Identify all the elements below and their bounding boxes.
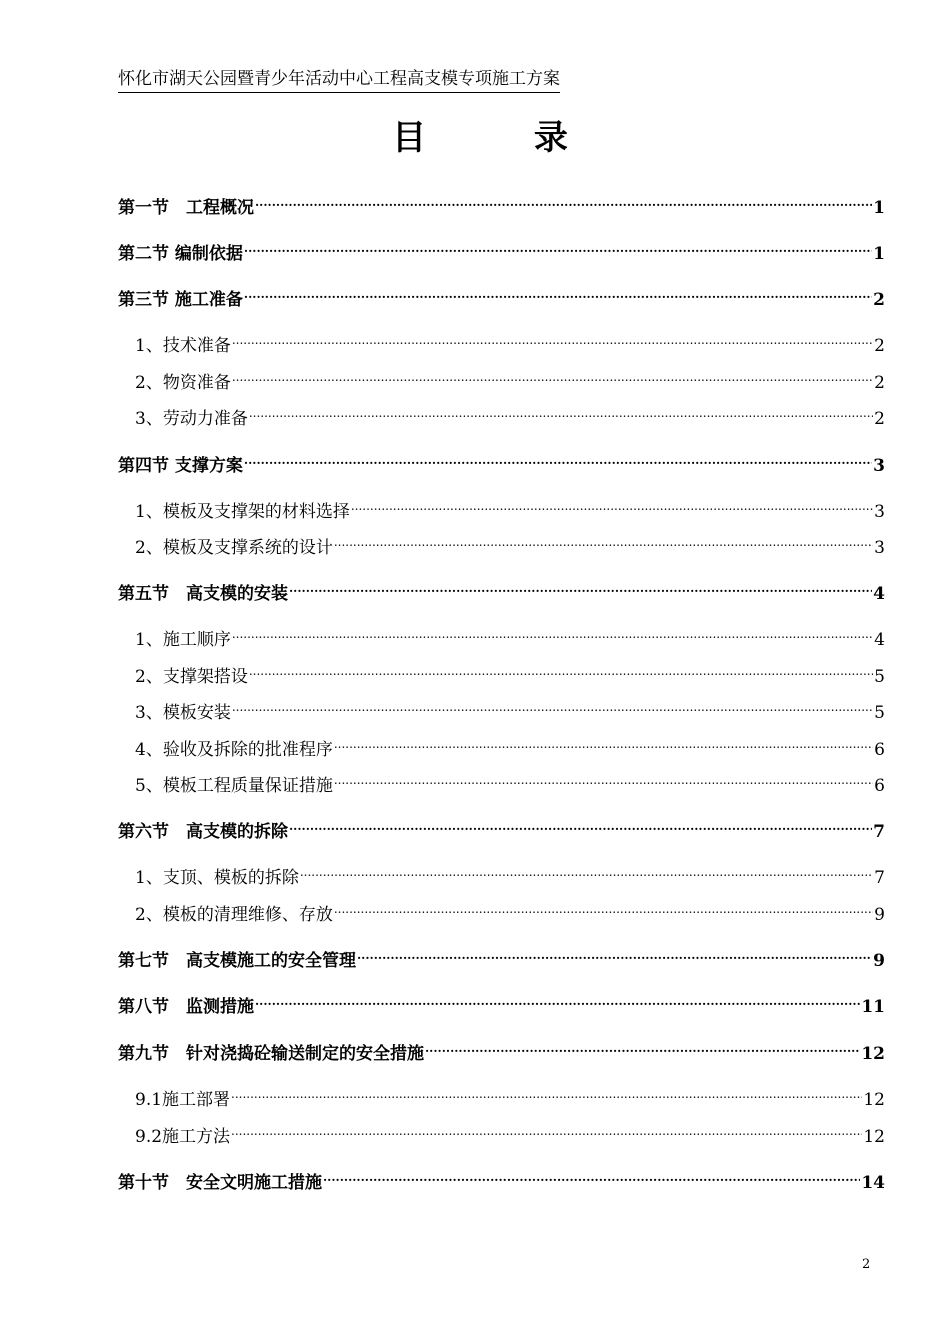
toc-entry-label: 2、支撑架搭设 [135, 667, 248, 687]
toc-entry-label: 第五节 高支模的安装 [118, 584, 288, 604]
toc-entry-page: 9 [873, 951, 885, 971]
toc-entry-page: 12 [861, 1044, 885, 1064]
toc-entry-page: 2 [874, 336, 885, 356]
toc-entry[interactable] [118, 944, 885, 971]
toc-entry-page: 1 [873, 198, 885, 218]
toc-entry-label: 第三节 施工准备 [118, 290, 243, 310]
toc-subentry[interactable] [135, 696, 885, 723]
toc-entry-page: 2 [874, 373, 885, 393]
toc-leader-dots [255, 191, 872, 213]
toc-entry[interactable] [118, 191, 885, 218]
toc-leader-dots [300, 861, 873, 883]
toc-entry[interactable] [118, 815, 885, 842]
toc-entry-label: 第六节 高支模的拆除 [118, 822, 288, 842]
toc-entry-label: 第十节 安全文明施工措施 [118, 1173, 322, 1193]
toc-subentry[interactable] [135, 733, 885, 760]
toc-entry-page: 11 [861, 997, 885, 1017]
toc-entry-page: 3 [874, 502, 885, 522]
toc-entry[interactable] [118, 237, 885, 264]
toc-leader-dots [334, 769, 873, 791]
page-number: 2 [862, 1257, 871, 1272]
toc-entry-page: 1 [873, 244, 885, 264]
toc-subentry[interactable] [135, 329, 885, 356]
toc-entry-label: 1、模板及支撑架的材料选择 [135, 502, 350, 522]
toc-entry-page: 14 [861, 1173, 885, 1193]
toc-leader-dots [244, 237, 872, 259]
page-title: 目 录 [392, 118, 616, 158]
toc-entry-page: 12 [863, 1127, 885, 1147]
toc-entry-label: 第八节 监测措施 [118, 997, 254, 1017]
toc-entry-label: 第二节 编制依据 [118, 244, 243, 264]
toc-leader-dots [232, 329, 873, 351]
toc-entry-label: 第九节 针对浇捣砼输送制定的安全措施 [118, 1044, 424, 1064]
toc-subentry[interactable] [135, 531, 885, 558]
toc-leader-dots [334, 733, 873, 755]
toc-entry-label: 1、技术准备 [135, 336, 231, 356]
toc-leader-dots [357, 944, 872, 966]
toc-entry[interactable] [118, 1037, 885, 1064]
toc-leader-dots [244, 449, 872, 471]
toc-subentry[interactable] [135, 769, 885, 796]
toc-leader-dots [351, 495, 873, 517]
toc-entry-label: 9.2施工方法 [135, 1127, 231, 1147]
toc-entry-page: 12 [863, 1090, 885, 1110]
toc-entry-page: 6 [874, 740, 885, 760]
toc-entry-page: 3 [874, 538, 885, 558]
toc-subentry[interactable] [135, 623, 885, 650]
toc-subentry[interactable] [135, 660, 885, 687]
toc-entry-label: 2、模板及支撑系统的设计 [135, 538, 333, 558]
toc-entry-page: 3 [873, 456, 885, 476]
toc-leader-dots [334, 898, 873, 920]
toc-entry-page: 2 [874, 409, 885, 429]
toc-subentry[interactable] [135, 495, 885, 522]
toc-leader-dots [244, 283, 872, 305]
toc-entry-page: 5 [874, 667, 885, 687]
toc-leader-dots [289, 577, 872, 599]
toc-entry-label: 3、劳动力准备 [135, 409, 248, 429]
toc-leader-dots [249, 402, 873, 424]
toc-leader-dots [231, 1120, 862, 1142]
toc-subentry[interactable] [135, 402, 885, 429]
toc-entry-page: 7 [873, 822, 885, 842]
toc-leader-dots [334, 531, 873, 553]
toc-entry-page: 9 [874, 905, 885, 925]
toc-entry-page: 4 [874, 630, 885, 650]
toc-entry-label: 5、模板工程质量保证措施 [135, 776, 333, 796]
toc-entry-label: 第七节 高支模施工的安全管理 [118, 951, 356, 971]
toc-subentry[interactable] [135, 861, 885, 888]
toc-subentry[interactable] [135, 1120, 885, 1147]
toc-leader-dots [232, 623, 873, 645]
document-header: 怀化市湖天公园暨青少年活动中心工程高支模专项施工方案 [118, 68, 560, 93]
toc-entry[interactable] [118, 283, 885, 310]
toc-leader-dots [249, 660, 873, 682]
toc-entry-label: 3、模板安装 [135, 703, 231, 723]
toc-subentry[interactable] [135, 1083, 885, 1110]
toc-leader-dots [289, 815, 872, 837]
toc-entry-label: 4、验收及拆除的批准程序 [135, 740, 333, 760]
toc-entry-page: 5 [874, 703, 885, 723]
toc-entry-label: 1、施工顺序 [135, 630, 231, 650]
toc-subentry[interactable] [135, 898, 885, 925]
toc-entry-label: 9.1施工部署 [135, 1090, 231, 1110]
toc-subentry[interactable] [135, 366, 885, 393]
toc-entry[interactable] [118, 990, 885, 1017]
toc-leader-dots [425, 1037, 860, 1059]
toc-entry-label: 2、物资准备 [135, 373, 231, 393]
toc-entry-label: 第四节 支撑方案 [118, 456, 243, 476]
toc-leader-dots [323, 1166, 860, 1188]
toc-entry-label: 2、模板的清理维修、存放 [135, 905, 333, 925]
toc-entry[interactable] [118, 1166, 885, 1193]
toc-leader-dots [231, 1083, 862, 1105]
toc-entry-page: 7 [874, 868, 885, 888]
toc-entry[interactable] [118, 449, 885, 476]
toc-entry-page: 6 [874, 776, 885, 796]
toc-leader-dots [232, 366, 873, 388]
toc-entry-label: 第一节 工程概况 [118, 198, 254, 218]
toc-entry-label: 1、支顶、模板的拆除 [135, 868, 299, 888]
toc-leader-dots [232, 696, 873, 718]
toc-entry[interactable] [118, 577, 885, 604]
toc-entry-page: 4 [873, 584, 885, 604]
toc-leader-dots [255, 990, 860, 1012]
toc-entry-page: 2 [873, 290, 885, 310]
